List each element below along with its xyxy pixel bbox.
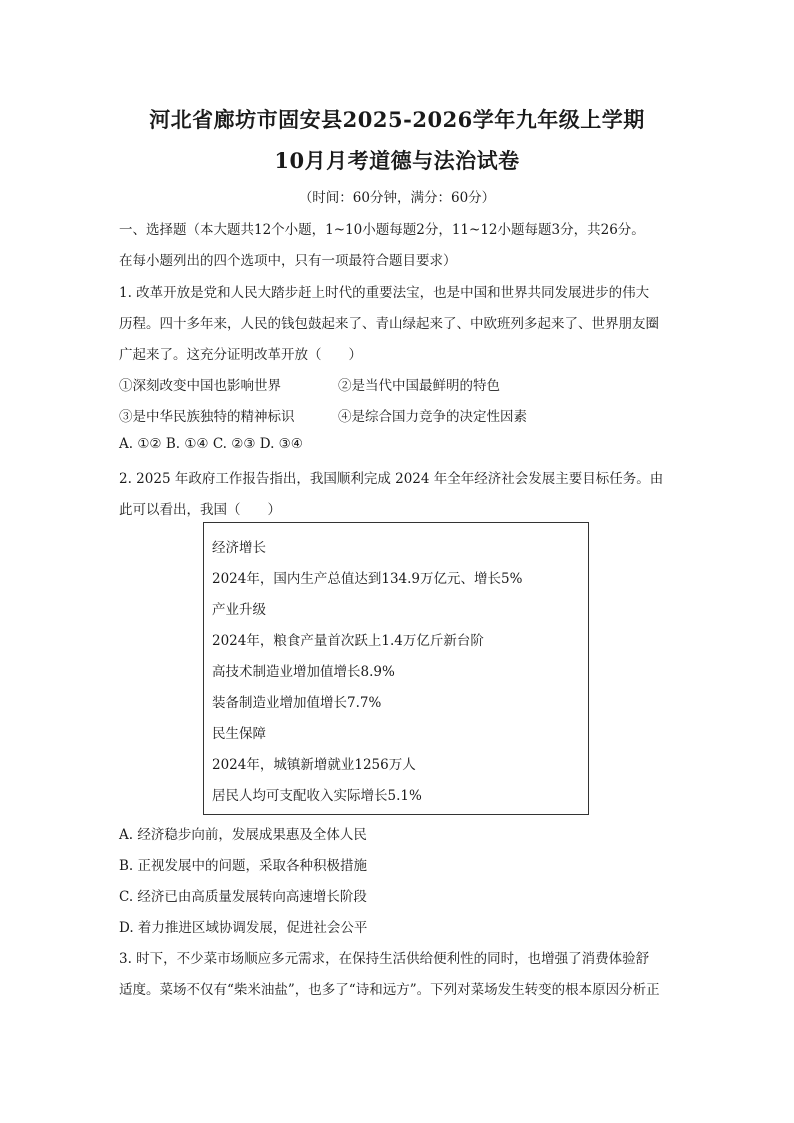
q2-stem-line1: 2. 2025 年政府工作报告指出，我国顺利完成 2024 年全年经济社会发展主要目标任务。由 <box>119 471 664 487</box>
box-line: 2024年，国内生产总值达到134.9万亿元、增长5% <box>212 571 523 587</box>
q3-stem-line2: 适度。菜场不仅有“柴米油盐”，也多了“诗和远方”。下列对菜场发生转变的根本原因分析正 <box>119 982 660 998</box>
box-line: 2024年，城镇新增就业1256万人 <box>212 757 416 773</box>
exam-title-line1: 河北省廊坊市固安县2025-2026学年九年级上学期 <box>149 107 645 132</box>
q2-stem-line2: 此可以看出，我国（ ） <box>119 502 281 518</box>
box-line: 经济增长 <box>212 540 266 556</box>
q2-option-b: B. 正视发展中的问题，采取各种积极措施 <box>119 858 368 874</box>
exam-title-line2: 10月月考道德与法治试卷 <box>274 148 520 173</box>
q1-options: A. ①② B. ①④ C. ②③ D. ③④ <box>119 436 303 452</box>
q2-option-c: C. 经济已由高质量发展转向高速增长阶段 <box>119 889 367 905</box>
box-line: 产业升级 <box>212 602 266 618</box>
section-heading-line1: 一、选择题（本大题共12个小题，1~10小题每题2分，11~12小题每题3分，共26分。 <box>119 222 645 238</box>
q2-data-box <box>203 522 589 815</box>
section-heading-line2: 在每小题列出的四个选项中，只有一项最符合题目要求） <box>119 253 457 269</box>
box-line: 居民人均可支配收入实际增长5.1% <box>212 788 422 804</box>
q1-item-2: ②是当代中国最鲜明的特色 <box>338 378 500 394</box>
q1-stem-line2: 历程。四十多年来，人民的钱包鼓起来了、青山绿起来了、中欧班列多起来了、世界朋友圈 <box>119 316 659 332</box>
q3-stem-line1: 3. 时下，不少菜市场顺应多元需求，在保持生活供给便利性的同时，也增强了消费体验舒 <box>119 951 650 967</box>
box-line: 民生保障 <box>212 726 266 742</box>
q2-option-a: A. 经济稳步向前，发展成果惠及全体人民 <box>119 827 367 843</box>
q1-stem-line3: 广起来了。这充分证明改革开放（ ） <box>119 347 362 363</box>
q1-item-1: ①深刻改变中国也影响世界 <box>119 378 281 394</box>
box-line: 2024年，粮食产量首次跃上1.4万亿斤新台阶 <box>212 633 484 649</box>
box-line: 装备制造业增加值增长7.7% <box>212 695 382 711</box>
exam-time-info: （时间：60分钟，满分：60分） <box>298 190 496 206</box>
q1-stem-line1: 1. 改革开放是党和人民大踏步赶上时代的重要法宝，也是中国和世界共同发展进步的伟大 <box>119 285 650 301</box>
q1-item-4: ④是综合国力竞争的决定性因素 <box>338 409 527 425</box>
box-line: 高技术制造业增加值增长8.9% <box>212 664 395 680</box>
q2-option-d: D. 着力推进区域协调发展，促进社会公平 <box>119 920 368 936</box>
q1-item-3: ③是中华民族独特的精神标识 <box>119 409 295 425</box>
